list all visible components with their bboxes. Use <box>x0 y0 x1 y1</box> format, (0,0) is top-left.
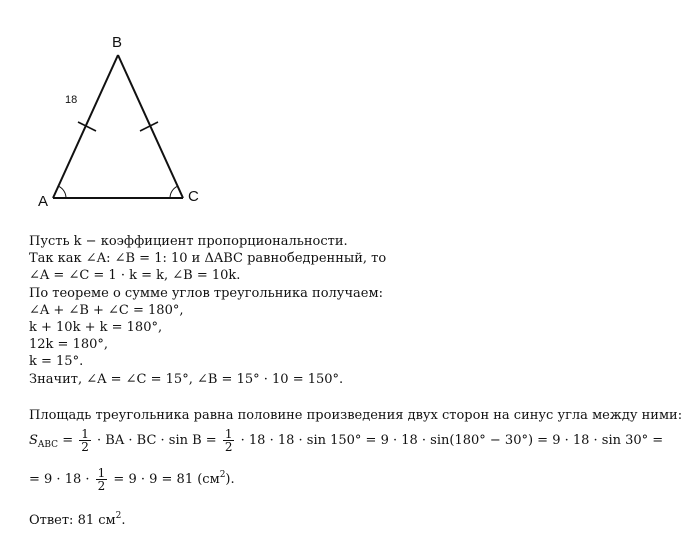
solution-line-9: Значит, ∠A = ∠C = 15°, ∠B = 15° · 10 = 150°. <box>29 372 344 387</box>
vertex-label-b: B <box>112 34 123 51</box>
fraction-one-half-2 <box>223 428 235 453</box>
solution-line-1: Пусть k − коэффициент пропорциональности. <box>29 234 348 249</box>
fraction-one-half-3 <box>96 467 108 492</box>
answer-line <box>29 508 126 529</box>
answer-text: Ответ: 81 см <box>29 513 116 528</box>
solution-line-5: ∠A + ∠B + ∠C = 180°, <box>29 303 184 318</box>
fraction-numerator-3: 1 <box>97 466 106 480</box>
result-head: = 9 · 18 · <box>29 472 90 487</box>
angle-arcs <box>58 186 177 198</box>
result-tail: = 9 · 9 = 81 (см <box>113 472 220 487</box>
answer-superscript: 2 <box>115 511 122 521</box>
fraction-denominator-2: 2 <box>224 440 233 454</box>
result-end: ). <box>225 472 235 487</box>
result-superscript: 2 <box>219 470 226 480</box>
area-formula-middle: · BA · BC · sin B = <box>97 433 217 448</box>
area-result-line <box>29 462 235 493</box>
angle-arc-c <box>170 186 178 198</box>
solution-line-8: k = 15°. <box>29 354 84 369</box>
area-equals: = <box>62 433 74 448</box>
vertex-label-a: A <box>38 193 49 210</box>
solution-line-7: 12k = 180°, <box>29 337 109 352</box>
vertex-label-c: C <box>188 188 199 205</box>
solution-line-4: По теореме о сумме углов треугольника получаем: <box>29 286 383 301</box>
angle-arc-a <box>58 186 66 198</box>
triangle-sides <box>53 55 183 198</box>
side-length-label: 18 <box>65 94 78 106</box>
fraction-denominator: 2 <box>81 440 89 454</box>
area-formula-tail: · 18 · 18 · sin 150° = 9 · 18 · sin(180° − 30°) = 9 · 18 · sin 30° = <box>240 433 664 448</box>
fraction-denominator-3: 2 <box>97 479 106 493</box>
solution-line-6: k + 10k + k = 180°, <box>29 320 163 335</box>
area-subscript: ABC <box>37 440 59 450</box>
fraction-one-half <box>79 428 91 453</box>
solution-line-3: ∠A = ∠C = 1 · k = k, ∠B = 10k. <box>29 268 241 283</box>
solution-line-2: Так как ∠A: ∠B = 1: 10 и ΔABC равнобедренный, то <box>29 251 387 266</box>
fraction-numerator-2: 1 <box>224 427 233 441</box>
solution-line-10: Площадь треугольника равна половине произведения двух сторон на синус угла между ними: <box>29 408 683 423</box>
area-symbol: S <box>29 433 38 448</box>
answer-end: . <box>121 513 126 528</box>
area-formula-line <box>29 428 663 458</box>
triangle-figure <box>0 0 230 220</box>
fraction-numerator: 1 <box>81 427 89 441</box>
equal-side-ticks <box>78 122 158 131</box>
